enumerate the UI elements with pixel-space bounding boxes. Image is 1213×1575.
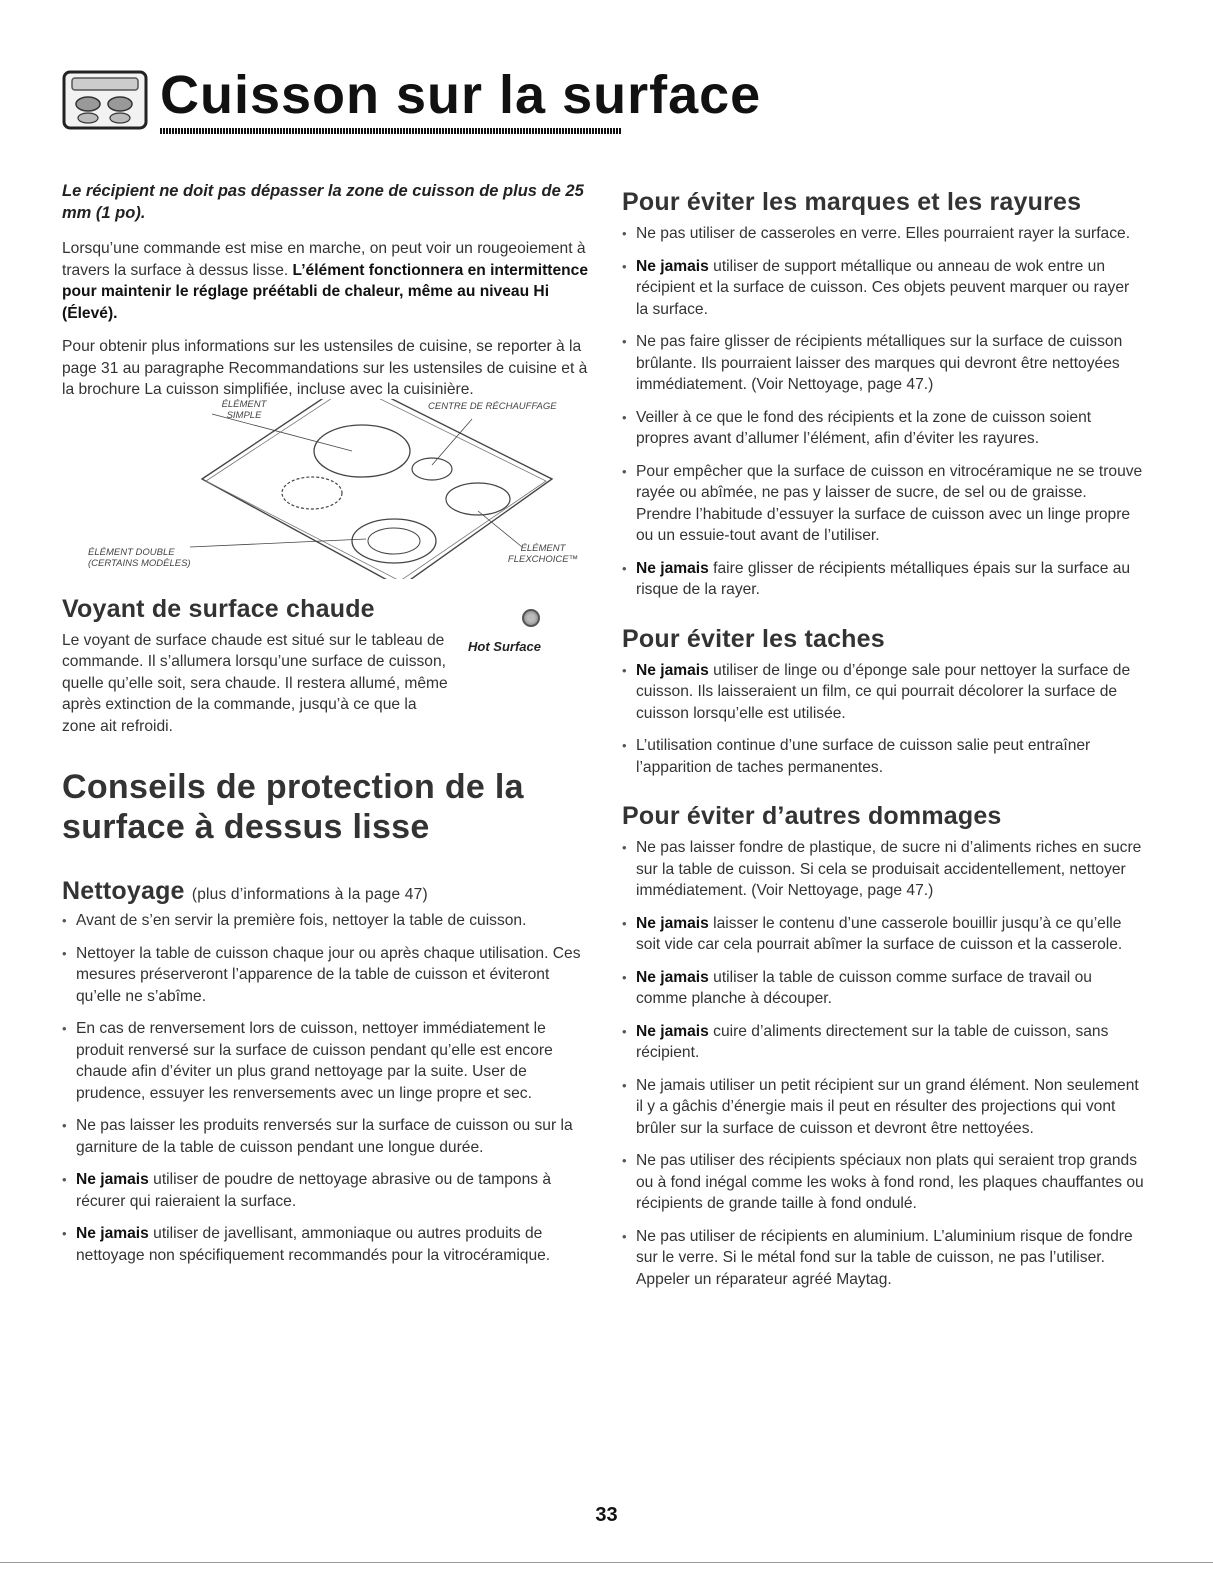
list-item [622, 1150, 1144, 1215]
emphasis: Ne jamais [636, 661, 709, 679]
list-item [622, 1226, 1144, 1291]
item-text: utiliser de support métallique ou anneau de wok entre un récipient et la surface de cuisson. Ces objets peuvent marquer ou rayer la surface. [636, 257, 1130, 318]
list-item [622, 913, 1144, 956]
list-item [622, 223, 1144, 245]
item-text: Nettoyer la table de cuisson chaque jour ou après chaque utilisation. Ces mesures préserveront l’apparence de la table de cuisson et éviteront qu’elle ne s’abîme. [76, 944, 581, 1005]
hot-surface-light-icon [522, 609, 540, 627]
cleaning-list [62, 910, 590, 1266]
cycling-note: L’élément fonctionnera en intermittence pour maintenir le réglage préétabli de chaleur, même au niveau Hi (Élevé). [62, 261, 589, 322]
hot-surface-heading: Voyant de surface chaude [62, 594, 375, 623]
list-item [62, 1018, 590, 1104]
list-item [62, 1223, 590, 1266]
stains-heading: Pour éviter les taches [622, 624, 885, 653]
list-item [622, 660, 1144, 725]
item-text: Pour empêcher que la surface de cuisson en vitrocéramique ne se trouve rayée ou abîmée, ne pas y laisser de sucre, de sel ou de graisse. Prendre l’habitude d’essuyer la surface de cuisson avec un linge propre ou un essuie-tout avant de l’utiliser. [636, 462, 1143, 544]
list-item [62, 910, 590, 932]
list-item [62, 1115, 590, 1158]
emphasis: Ne jamais [636, 1022, 709, 1040]
hot-surface-section [62, 595, 590, 738]
right-column [622, 188, 1144, 1301]
damage-section [622, 802, 1144, 1290]
list-item [622, 256, 1144, 321]
glow-text: Lorsqu’une commande est mise en marche, on peut voir un rougeoiement à travers la surface à dessus lisse. [62, 240, 586, 279]
hot-surface-indicator-label: Hot Surface [468, 638, 541, 654]
list-item [622, 735, 1144, 778]
cleaning-heading: Nettoyage [62, 877, 185, 905]
list-item [622, 461, 1144, 547]
item-text: utiliser de poudre de nettoyage abrasive ou de tampons à récurer qui raieraient la surface. [76, 1171, 552, 1210]
stains-section [622, 625, 1144, 779]
size-warning: Le récipient ne doit pas dépasser la zone de cuisson de plus de 25 mm (1 po). [62, 182, 584, 222]
item-text: Avant de s’en servir la première fois, nettoyer la table de cuisson. [76, 912, 527, 929]
emphasis: Ne jamais [636, 968, 709, 986]
hot-surface-body: Le voyant de surface chaude est situé sur le tableau de commande. Il s’allumera lorsqu’une surface de cuisson, quelle qu’elle soit, sera chaude. Il restera allumé, même après extinction de la commande, jusqu’à ce que la zone ait refroidi. [62, 631, 448, 735]
damage-heading: Pour éviter d’autres dommages [622, 802, 1002, 830]
cooktop-diagram [62, 399, 590, 579]
glow-paragraph [62, 238, 590, 324]
item-text: Ne pas laisser fondre de plastique, de sucre ni d’aliments riches en sucre sur la table de cuisson. Si cela se produisait accidentellement, nettoyer immédiatement. (Voir Nettoyage, page 47.) [636, 839, 1142, 899]
label-warming-center: CENTRE DE RÉCHAUFFAGE [428, 400, 557, 412]
item-text: faire glisser de récipients métalliques épais sur la surface au risque de la rayer. [636, 559, 1131, 598]
emphasis: Ne jamais [636, 559, 709, 577]
cookware-paragraph: Pour obtenir plus informations sur les ustensiles de cuisine, se reporter à la page 31 au paragraphe Recommandations sur les ustensiles de cuisine et à la brochure La cuisson simplifiée, incluse avec la cuisinière. [62, 338, 588, 398]
list-item [622, 837, 1144, 902]
protection-heading: Conseils de protection de la surface à dessus lisse [62, 768, 524, 846]
item-text: utiliser de javellisant, ammoniaque ou autres produits de nettoyage non spécifiquement recommandés pour la vitrocéramique. [76, 1225, 551, 1264]
item-text: utiliser de linge ou d’éponge sale pour nettoyer la surface de cuisson. Ils laisseraient un film, ce qui pourrait décolorer la surface de cuisson lorsqu’elle est utilisée. [636, 661, 1131, 722]
label-flexchoice-element: ÉLÉMENT FLEXCHOICE™ [507, 542, 579, 565]
item-text: Ne pas utiliser de récipients en aluminium. L’aluminium risque de fondre sur le verre. Si le métal fond sur la table de cuisson, ne pas l’utiliser. Appeler un réparateur agréé Maytag. [636, 1227, 1133, 1288]
list-item [622, 407, 1144, 450]
item-text: utiliser la table de cuisson comme surface de travail ou comme planche à découper. [636, 968, 1092, 1007]
list-item [622, 1075, 1144, 1140]
item-text: laisser le contenu d’une casserole bouillir jusqu’à ce qu’elle soit vide car cela pourrait abîmer la surface de cuisson et la casserole. [636, 914, 1123, 953]
emphasis: Ne jamais [636, 257, 709, 275]
item-text: Ne pas utiliser de casseroles en verre. Elles pourraient rayer la surface. [636, 225, 1131, 242]
item-text: Ne pas laisser les produits renversés sur la surface de cuisson ou sur la garniture de la table de cuisson pendant une longue durée. [76, 1117, 573, 1156]
cleaning-section [62, 877, 590, 1266]
list-item [622, 1021, 1144, 1064]
list-item [622, 967, 1144, 1010]
damage-list [622, 837, 1144, 1290]
title-rule [160, 128, 622, 134]
item-text: Veiller à ce que le fond des récipients et la zone de cuisson soient propres avant d’allumer l’élément, afin d’éviter les rayures. [636, 408, 1092, 447]
scratches-section [622, 188, 1144, 601]
cooktop-icon [62, 70, 148, 130]
scratches-list [622, 223, 1144, 601]
emphasis: Ne jamais [76, 1171, 149, 1188]
item-text: L’utilisation continue d’une surface de cuisson salie peut entraîner l’apparition de taches permanentes. [636, 737, 1091, 776]
emphasis: Ne jamais [636, 914, 709, 932]
cleaning-subheading: (plus d’informations à la page 47) [191, 886, 428, 903]
page-number: 33 [595, 1504, 618, 1526]
left-column [62, 180, 590, 1277]
item-text: Ne pas utiliser des récipients spéciaux non plats qui seraient trop grands ou à fond inégal comme les woks à fond rond, les plaques chauffantes ou récipients de grande taille à fond ondulé. [636, 1152, 1144, 1212]
emphasis: Ne jamais [76, 1225, 149, 1242]
list-item [62, 943, 590, 1008]
item-text: Ne jamais utiliser un petit récipient sur un grand élément. Non seulement il y a gâchis d’énergie mais il peut en résulter des projections qui vont brûler sur la surface de cuisson et devront être nettoyées. [636, 1076, 1139, 1137]
list-item [622, 331, 1144, 396]
bottom-rule [0, 1562, 1213, 1563]
scratches-heading: Pour éviter les marques et les rayures [622, 188, 1082, 216]
list-item [622, 558, 1144, 601]
stains-list [622, 660, 1144, 779]
item-text: Ne pas faire glisser de récipients métalliques sur la surface de cuisson brûlante. Ils pourraient laisser des marques qui devront être nettoyées immédiatement. (Voir Nettoyage, page 47.) [636, 333, 1123, 393]
page-title: Cuisson sur la surface [160, 65, 762, 125]
label-single-element: ÉLÉMENT SIMPLE [221, 398, 267, 421]
label-double-element: ÉLÉMENT DOUBLE (CERTAINS MODÈLES) [88, 546, 191, 569]
item-text: cuire d’aliments directement sur la table de cuisson, sans récipient. [636, 1022, 1109, 1061]
item-text: En cas de renversement lors de cuisson, nettoyer immédiatement le produit renversé sur la surface de cuisson pendant qu’elle est encore chaude afin d’éviter un plus grand nettoyage par la suite. User de prudence, essuyer les renversements avec un linge propre et sec. [76, 1020, 553, 1102]
list-item [62, 1169, 590, 1212]
cleaning-heading-row [62, 877, 590, 906]
